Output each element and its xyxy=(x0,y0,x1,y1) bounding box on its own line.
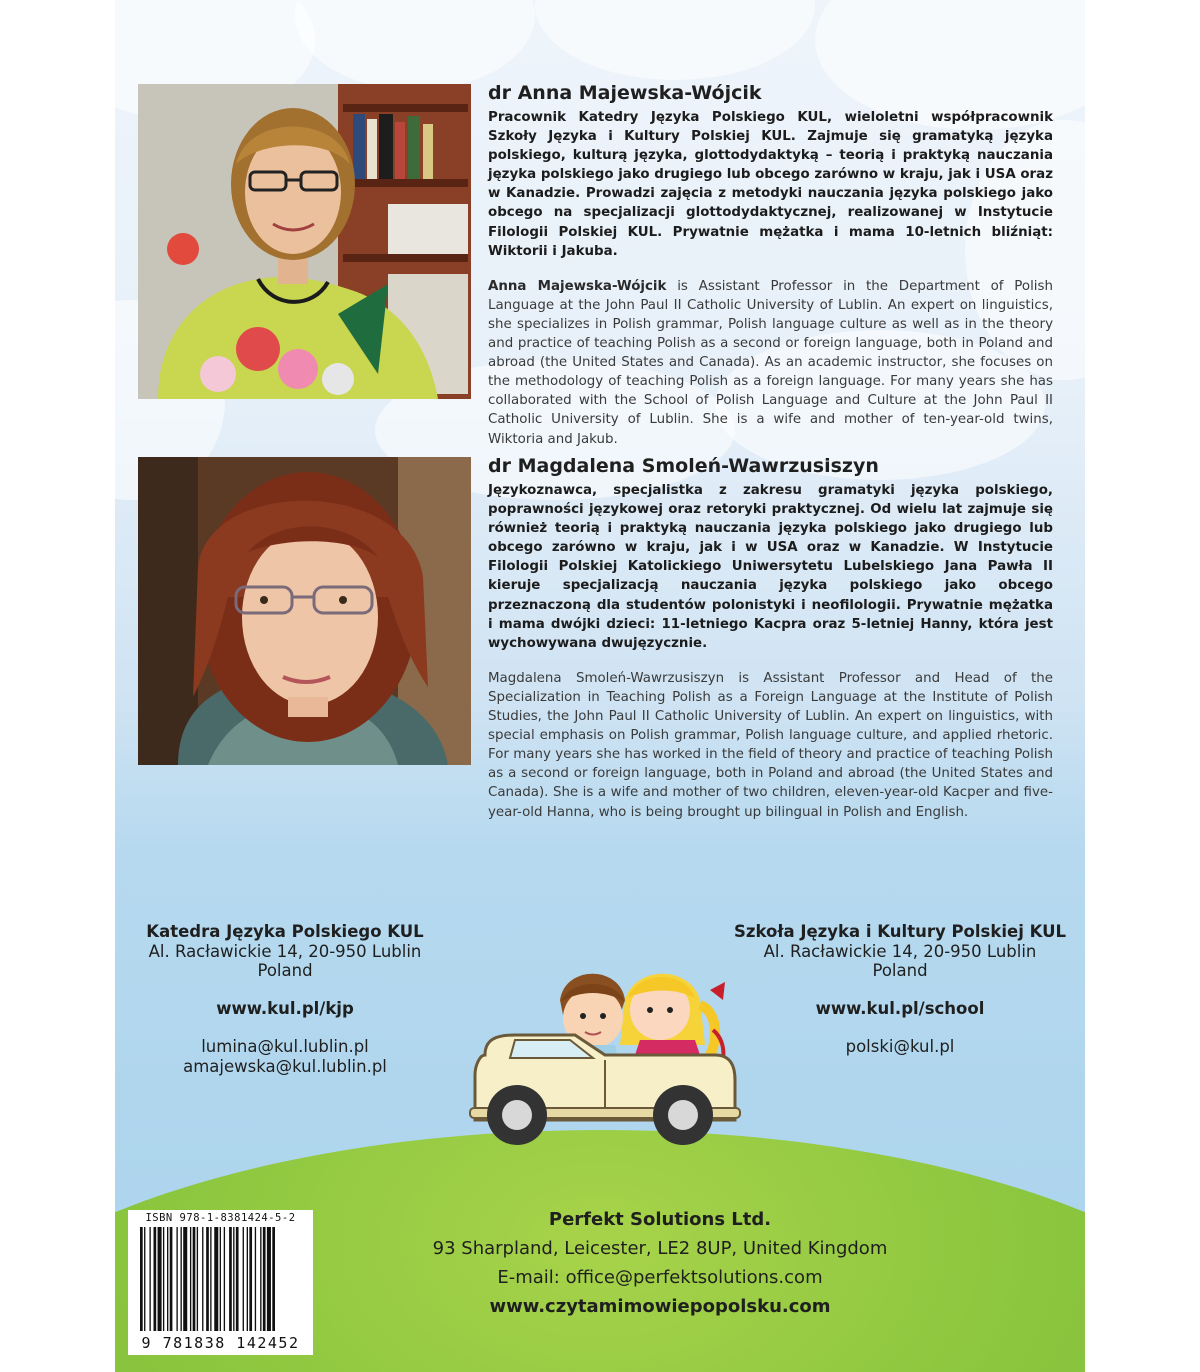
contact-right-website[interactable]: www.kul.pl/school xyxy=(815,998,985,1018)
contact-right-address: Al. Racławickie 14, 20-950 Lublin xyxy=(763,941,1037,961)
barcode-bar xyxy=(243,1227,244,1331)
barcode-bar xyxy=(236,1227,239,1331)
barcode-bar xyxy=(255,1227,256,1331)
isbn-digits: 9 781838 142452 xyxy=(141,1334,300,1352)
barcode-bar xyxy=(190,1227,191,1331)
contact-right-email[interactable]: polski@kul.pl xyxy=(845,1037,955,1056)
author1-bio-english-name: Anna Majewska-Wójcik xyxy=(488,278,667,294)
barcode-bar xyxy=(176,1227,177,1331)
author1-name: dr Anna Majewska-Wójcik xyxy=(488,82,762,104)
barcode-bar xyxy=(224,1227,225,1331)
isbn-barcode xyxy=(128,1210,313,1355)
author1-bio-english-text: is Assistant Professor in the Department of Polish Language at the John Paul II Catholic University of Lublin. An expert on linguistics, she specializes in Polish grammar, Polish language culture as well as in the theory and practice of teaching Polish as a second or foreign language, both in Poland and abroad (the United States and Canada). As an academic instructor, she focuses on the methodology of teaching Polish as a foreign language. For many years she has collaborated with the School of Polish Language and Culture at the John Paul II Catholic University of Lublin. She is a wife and mother of ten-year-old twins, Wiktoria and Jakub. xyxy=(488,278,1053,447)
author2-photo xyxy=(138,457,471,765)
contact-left-email-2[interactable]: amajewska@kul.lublin.pl xyxy=(183,1056,387,1076)
contact-right xyxy=(730,922,1070,1057)
publisher-address: 93 Sharpland, Leicester, LE2 8UP, United Kingdom xyxy=(432,1238,888,1259)
barcode-bar xyxy=(140,1227,143,1331)
publisher-info xyxy=(395,1205,925,1321)
author2-bio-english: Magdalena Smoleń-Wawrzusiszyn is Assistant Professor and Head of the Specialization in Teaching Polish as a Foreign Language at the Institute of Polish Studies, the John Paul II Catholic University of Lublin. An expert on linguistics, with special emphasis on Polish grammar, Polish language culture, and applied rhetoric. For many years she has worked in the field of theory and practice of teaching Polish as a second or foreign language, both in Poland and abroad (the United States and Canada). She is a wife and mother of two children, eleven-year-old Kacper and five-year-old Hanna, who is being brought up bilingual in Polish and English. xyxy=(488,670,1053,820)
barcode-bar xyxy=(210,1227,211,1331)
contact-right-country: Poland xyxy=(872,961,928,980)
contact-left-address: Al. Racławickie 14, 20-950 Lublin xyxy=(148,941,422,961)
barcode-bar xyxy=(206,1227,209,1331)
barcode-bar xyxy=(149,1227,150,1331)
contact-left-org: Katedra Języka Polskiego KUL xyxy=(146,922,424,941)
barcode-bar xyxy=(202,1227,203,1331)
barcode-bar xyxy=(163,1227,164,1331)
author1-bio-english xyxy=(488,277,1053,449)
background-bubble xyxy=(295,0,535,90)
barcode-bar xyxy=(144,1227,145,1331)
author2-portrait-image xyxy=(138,457,471,765)
publisher-website[interactable]: www.czytamimowiepopolsku.com xyxy=(489,1296,831,1317)
barcode-bar xyxy=(263,1227,266,1331)
author1-bio xyxy=(488,82,1053,449)
barcode-bar xyxy=(214,1227,218,1331)
cartoon-car-illustration xyxy=(455,960,755,1155)
barcode-bar xyxy=(260,1227,261,1331)
background-bubble xyxy=(535,0,815,80)
barcode-bar xyxy=(272,1227,275,1331)
contact-left xyxy=(115,922,455,1076)
publisher-name: Perfekt Solutions Ltd. xyxy=(548,1209,772,1230)
barcode-bar xyxy=(167,1227,168,1331)
contact-right-org: Szkoła Języka i Kultury Polskiej KUL xyxy=(734,922,1066,941)
contact-left-website[interactable]: www.kul.pl/kjp xyxy=(216,998,354,1018)
barcode-bar xyxy=(170,1227,173,1331)
isbn-label: ISBN 978-1-8381424-5-2 xyxy=(145,1212,296,1224)
barcode-bar xyxy=(229,1227,232,1331)
barcode-bar xyxy=(181,1227,182,1331)
barcode-bar xyxy=(154,1227,157,1331)
barcode-bar xyxy=(247,1227,248,1331)
barcode-bars xyxy=(140,1227,302,1339)
barcode-bar xyxy=(249,1227,252,1331)
barcode-bar xyxy=(193,1227,196,1331)
author1-photo xyxy=(138,84,471,399)
barcode-bar xyxy=(183,1227,187,1331)
barcode-bar xyxy=(233,1227,234,1331)
author2-bio-polish: Językoznawca, specjalistka z zakresu gramatyki języka polskiego, poprawności językowej oraz retoryki praktycznej. Od wielu lat zajmuje się również teorią i praktyką nauczania języka polskiego jako drugiego lub obcego zarówno w kraju, jak i w USA oraz w Kanadzie. W Instytucie Filologii Polskiej Katolickiego Uniwersytetu Lubelskiego Jana Pawła II kieruje specjalizacją nauczania języka polskiego jako obcego przeznaczoną dla studentów polonistyki i neofilologii. Prywatnie mężatka i mama dwójki dzieci: 11-letniego Kacpra oraz 5-letniej Hanny, która jest wychowywana dwujęzycznie. xyxy=(488,483,1053,651)
author1-portrait-image xyxy=(138,84,471,399)
author2-name: dr Magdalena Smoleń-Wawrzusiszyn xyxy=(488,455,879,477)
author2-bio xyxy=(488,455,1053,822)
barcode-bar xyxy=(267,1227,271,1331)
contact-left-email-1[interactable]: lumina@kul.lublin.pl xyxy=(201,1037,369,1056)
back-cover xyxy=(115,0,1085,1372)
author1-bio-polish: Pracownik Katedry Języka Polskiego KUL, wieloletni współpracownik Szkoły Języka i Kultury Polskiej KUL. Zajmuje się gramatyką języka polskiego, kulturą języka, glottodydaktyką – teorią i praktyką nauczania języka polskiego jako drugiego lub obcego zarówno w kraju, jak i USA oraz w Kanadzie. Prowadzi zajęcia z metodyki nauczania języka polskiego jako obcego na specjalizacji glottodydaktycznej, realizowanej w Instytucie Filologii Polskiej KUL. Prywatnie mężatka i mama 10-letnich bliźniąt: Wiktorii i Jakuba. xyxy=(488,110,1053,259)
publisher-email[interactable]: E-mail: office@perfektsolutions.com xyxy=(497,1267,823,1288)
barcode-bar xyxy=(197,1227,198,1331)
contact-left-country: Poland xyxy=(257,961,313,980)
barcode-bar xyxy=(158,1227,162,1331)
barcode-bar xyxy=(220,1227,221,1331)
